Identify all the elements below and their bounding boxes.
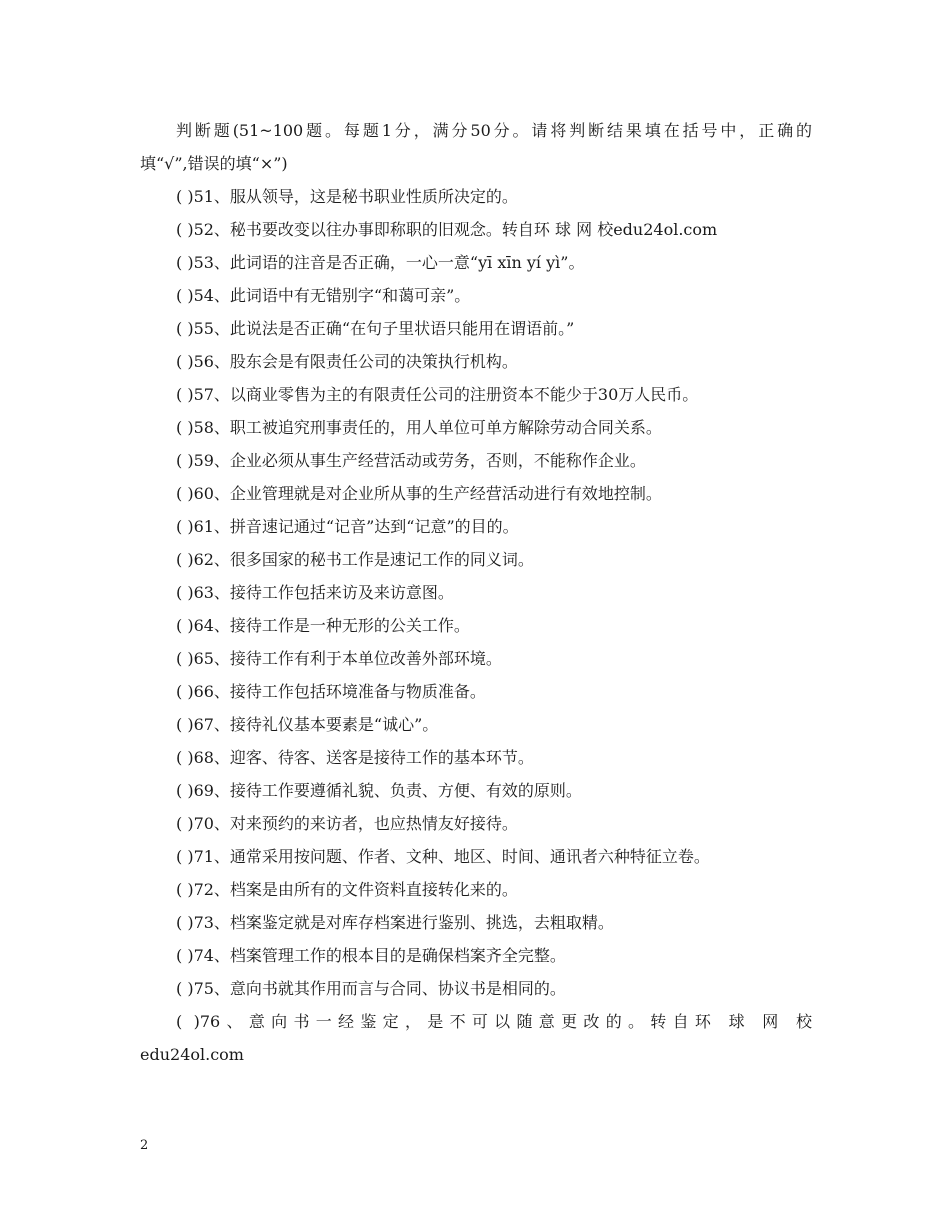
- question-72: ( )72、档案是由所有的文件资料直接转化来的。: [176, 880, 518, 899]
- question-53: ( )53、此词语的注音是否正确，一心一意“yī xīn yí yì”。: [176, 253, 585, 272]
- question-66: ( )66、接待工作包括环境准备与物质准备。: [176, 682, 486, 701]
- question-69: ( )69、接待工作要遵循礼貌、负责、方便、有效的原则。: [176, 781, 582, 800]
- question-57: ( )57、以商业零售为主的有限责任公司的注册资本不能少于30万人民币。: [176, 385, 699, 404]
- question-74: ( )74、档案管理工作的根本目的是确保档案齐全完整。: [176, 946, 566, 965]
- question-67: ( )67、接待礼仪基本要素是“诚心”。: [176, 715, 439, 734]
- question-71: ( )71、通常采用按问题、作者、文种、地区、时间、通讯者六种特征立卷。: [176, 847, 710, 866]
- section-intro-line-2: 填“√”,错误的填“×”): [140, 154, 288, 173]
- question-52: ( )52、秘书要改变以往办事即称职的旧观念。转自环 球 网 校edu24ol.com: [176, 220, 718, 239]
- question-56: ( )56、股东会是有限责任公司的决策执行机构。: [176, 352, 518, 371]
- page-content: [140, 114, 812, 1071]
- question-59: ( )59、企业必须从事生产经营活动或劳务，否则，不能称作企业。: [176, 451, 646, 470]
- question-75: ( )75、意向书就其作用而言与合同、协议书是相同的。: [176, 979, 566, 998]
- question-63: ( )63、接待工作包括来访及来访意图。: [176, 583, 454, 602]
- question-73: ( )73、档案鉴定就是对库存档案进行鉴别、挑选，去粗取精。: [176, 913, 614, 932]
- question-65: ( )65、接待工作有利于本单位改善外部环境。: [176, 649, 502, 668]
- question-76-line-1: ( )76、意向书一经鉴定，是不可以随意更改的。转自环 球 网 校: [176, 1012, 812, 1031]
- question-51: ( )51、服从领导，这是秘书职业性质所决定的。: [176, 187, 518, 206]
- question-55: ( )55、此说法是否正确“在句子里状语只能用在谓语前。”: [176, 319, 575, 338]
- question-68: ( )68、迎客、待客、送客是接待工作的基本环节。: [176, 748, 534, 767]
- page-number: 2: [140, 1138, 149, 1153]
- question-62: ( )62、很多国家的秘书工作是速记工作的同义词。: [176, 550, 534, 569]
- question-70: ( )70、对来预约的来访者，也应热情友好接待。: [176, 814, 518, 833]
- question-76-line-2: edu24ol.com: [140, 1045, 244, 1064]
- question-60: ( )60、企业管理就是对企业所从事的生产经营活动进行有效地控制。: [176, 484, 662, 503]
- question-64: ( )64、接待工作是一种无形的公关工作。: [176, 616, 470, 635]
- section-intro-line-1: 判断题(51~100题。每题1分，满分50分。请将判断结果填在括号中，正确的: [176, 121, 812, 140]
- question-54: ( )54、此词语中有无错别字“和蔼可亲”。: [176, 286, 471, 305]
- question-61: ( )61、拼音速记通过“记音”达到“记意”的目的。: [176, 517, 519, 536]
- question-58: ( )58、职工被追究刑事责任的，用人单位可单方解除劳动合同关系。: [176, 418, 662, 437]
